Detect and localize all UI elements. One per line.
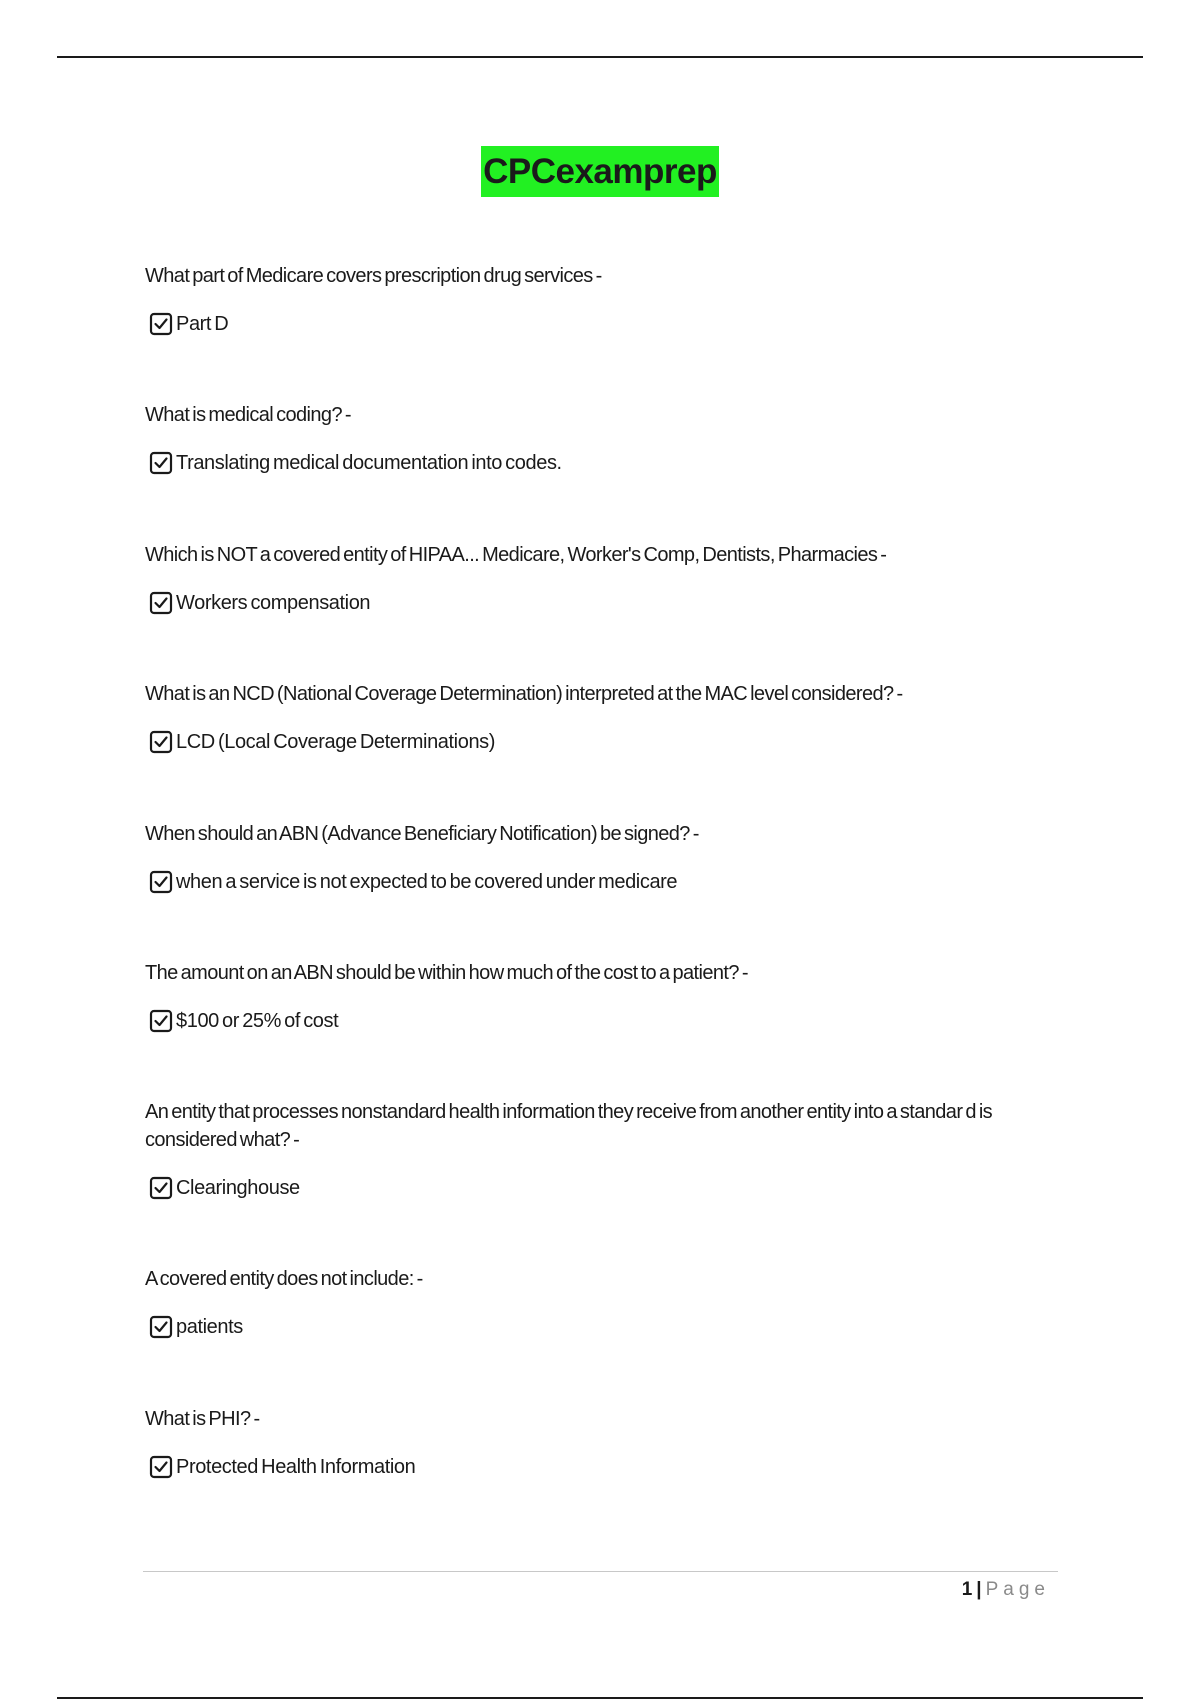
question-text: When should an ABN (Advance Beneficiary Notification) be signed? - (145, 822, 699, 845)
checkbox-checked-icon (149, 1315, 173, 1339)
question-text: A covered entity does not include: - (145, 1268, 423, 1291)
top-page-rule (57, 56, 1143, 58)
answer-row (145, 449, 1060, 477)
qa-item (145, 1098, 1060, 1265)
answer-row (145, 728, 1060, 756)
qa-item (145, 401, 1060, 540)
answer-row (145, 310, 1060, 338)
checkbox-checked-icon (149, 1176, 173, 1200)
question-text: Which is NOT a covered entity of HIPAA... Medicare, Worker's Comp, Dentists, Pharmacies - (145, 543, 887, 566)
qa-item (145, 262, 1060, 401)
checkbox-checked-icon (149, 451, 173, 475)
answer-row (145, 868, 1060, 896)
title-container (0, 146, 1200, 197)
answer-row (145, 1313, 1060, 1341)
checkbox-checked-icon (149, 730, 173, 754)
question-text: What is PHI? - (145, 1407, 260, 1430)
footer-divider (143, 1571, 1058, 1572)
answer-text: Part D (176, 313, 229, 335)
document-title: CPCexamprep (481, 146, 719, 197)
question-text: An entity that processes nonstandard health information they receive from another entity into a standar d is considered what? - (145, 1101, 993, 1152)
answer-text: when a service is not expected to be covered under medicare (176, 870, 678, 893)
page-footer (962, 1576, 1050, 1604)
page-label: Page (985, 1579, 1050, 1600)
answer-text: LCD (Local Coverage Determinations) (176, 731, 496, 754)
qa-item (145, 541, 1060, 680)
question-text: What is an NCD (National Coverage Determination) interpreted at the MAC level considered? - (145, 683, 903, 706)
qa-item (145, 1405, 1060, 1544)
checkbox-checked-icon (149, 1455, 173, 1479)
answer-row (145, 1453, 1060, 1481)
question-text: What part of Medicare covers prescription drug services - (145, 265, 602, 287)
bottom-page-rule (57, 1697, 1143, 1699)
checkbox-checked-icon (149, 1009, 173, 1033)
checkbox-checked-icon (149, 870, 173, 894)
qa-item (145, 1265, 1060, 1404)
answer-text: Translating medical documentation into codes. (176, 452, 562, 475)
answer-text: Workers compensation (176, 591, 371, 614)
qa-item (145, 820, 1060, 959)
page-separator: | (976, 1579, 982, 1600)
answer-row (145, 1174, 1060, 1202)
question-text: What is medical coding? - (145, 404, 351, 427)
question-text: The amount on an ABN should be within how much of the cost to a patient? - (145, 961, 748, 984)
qa-list (145, 262, 1060, 1544)
qa-item (145, 680, 1060, 819)
qa-item (145, 959, 1060, 1098)
answer-text: patients (176, 1316, 243, 1339)
page-number: 1 (961, 1579, 973, 1600)
answer-text: Protected Health Information (176, 1455, 416, 1478)
answer-text: Clearinghouse (176, 1177, 300, 1200)
checkbox-checked-icon (149, 591, 173, 615)
answer-row (145, 589, 1060, 617)
answer-text: $100 or 25% of cost (176, 1009, 339, 1032)
answer-row (145, 1007, 1060, 1035)
checkbox-checked-icon (149, 312, 173, 336)
